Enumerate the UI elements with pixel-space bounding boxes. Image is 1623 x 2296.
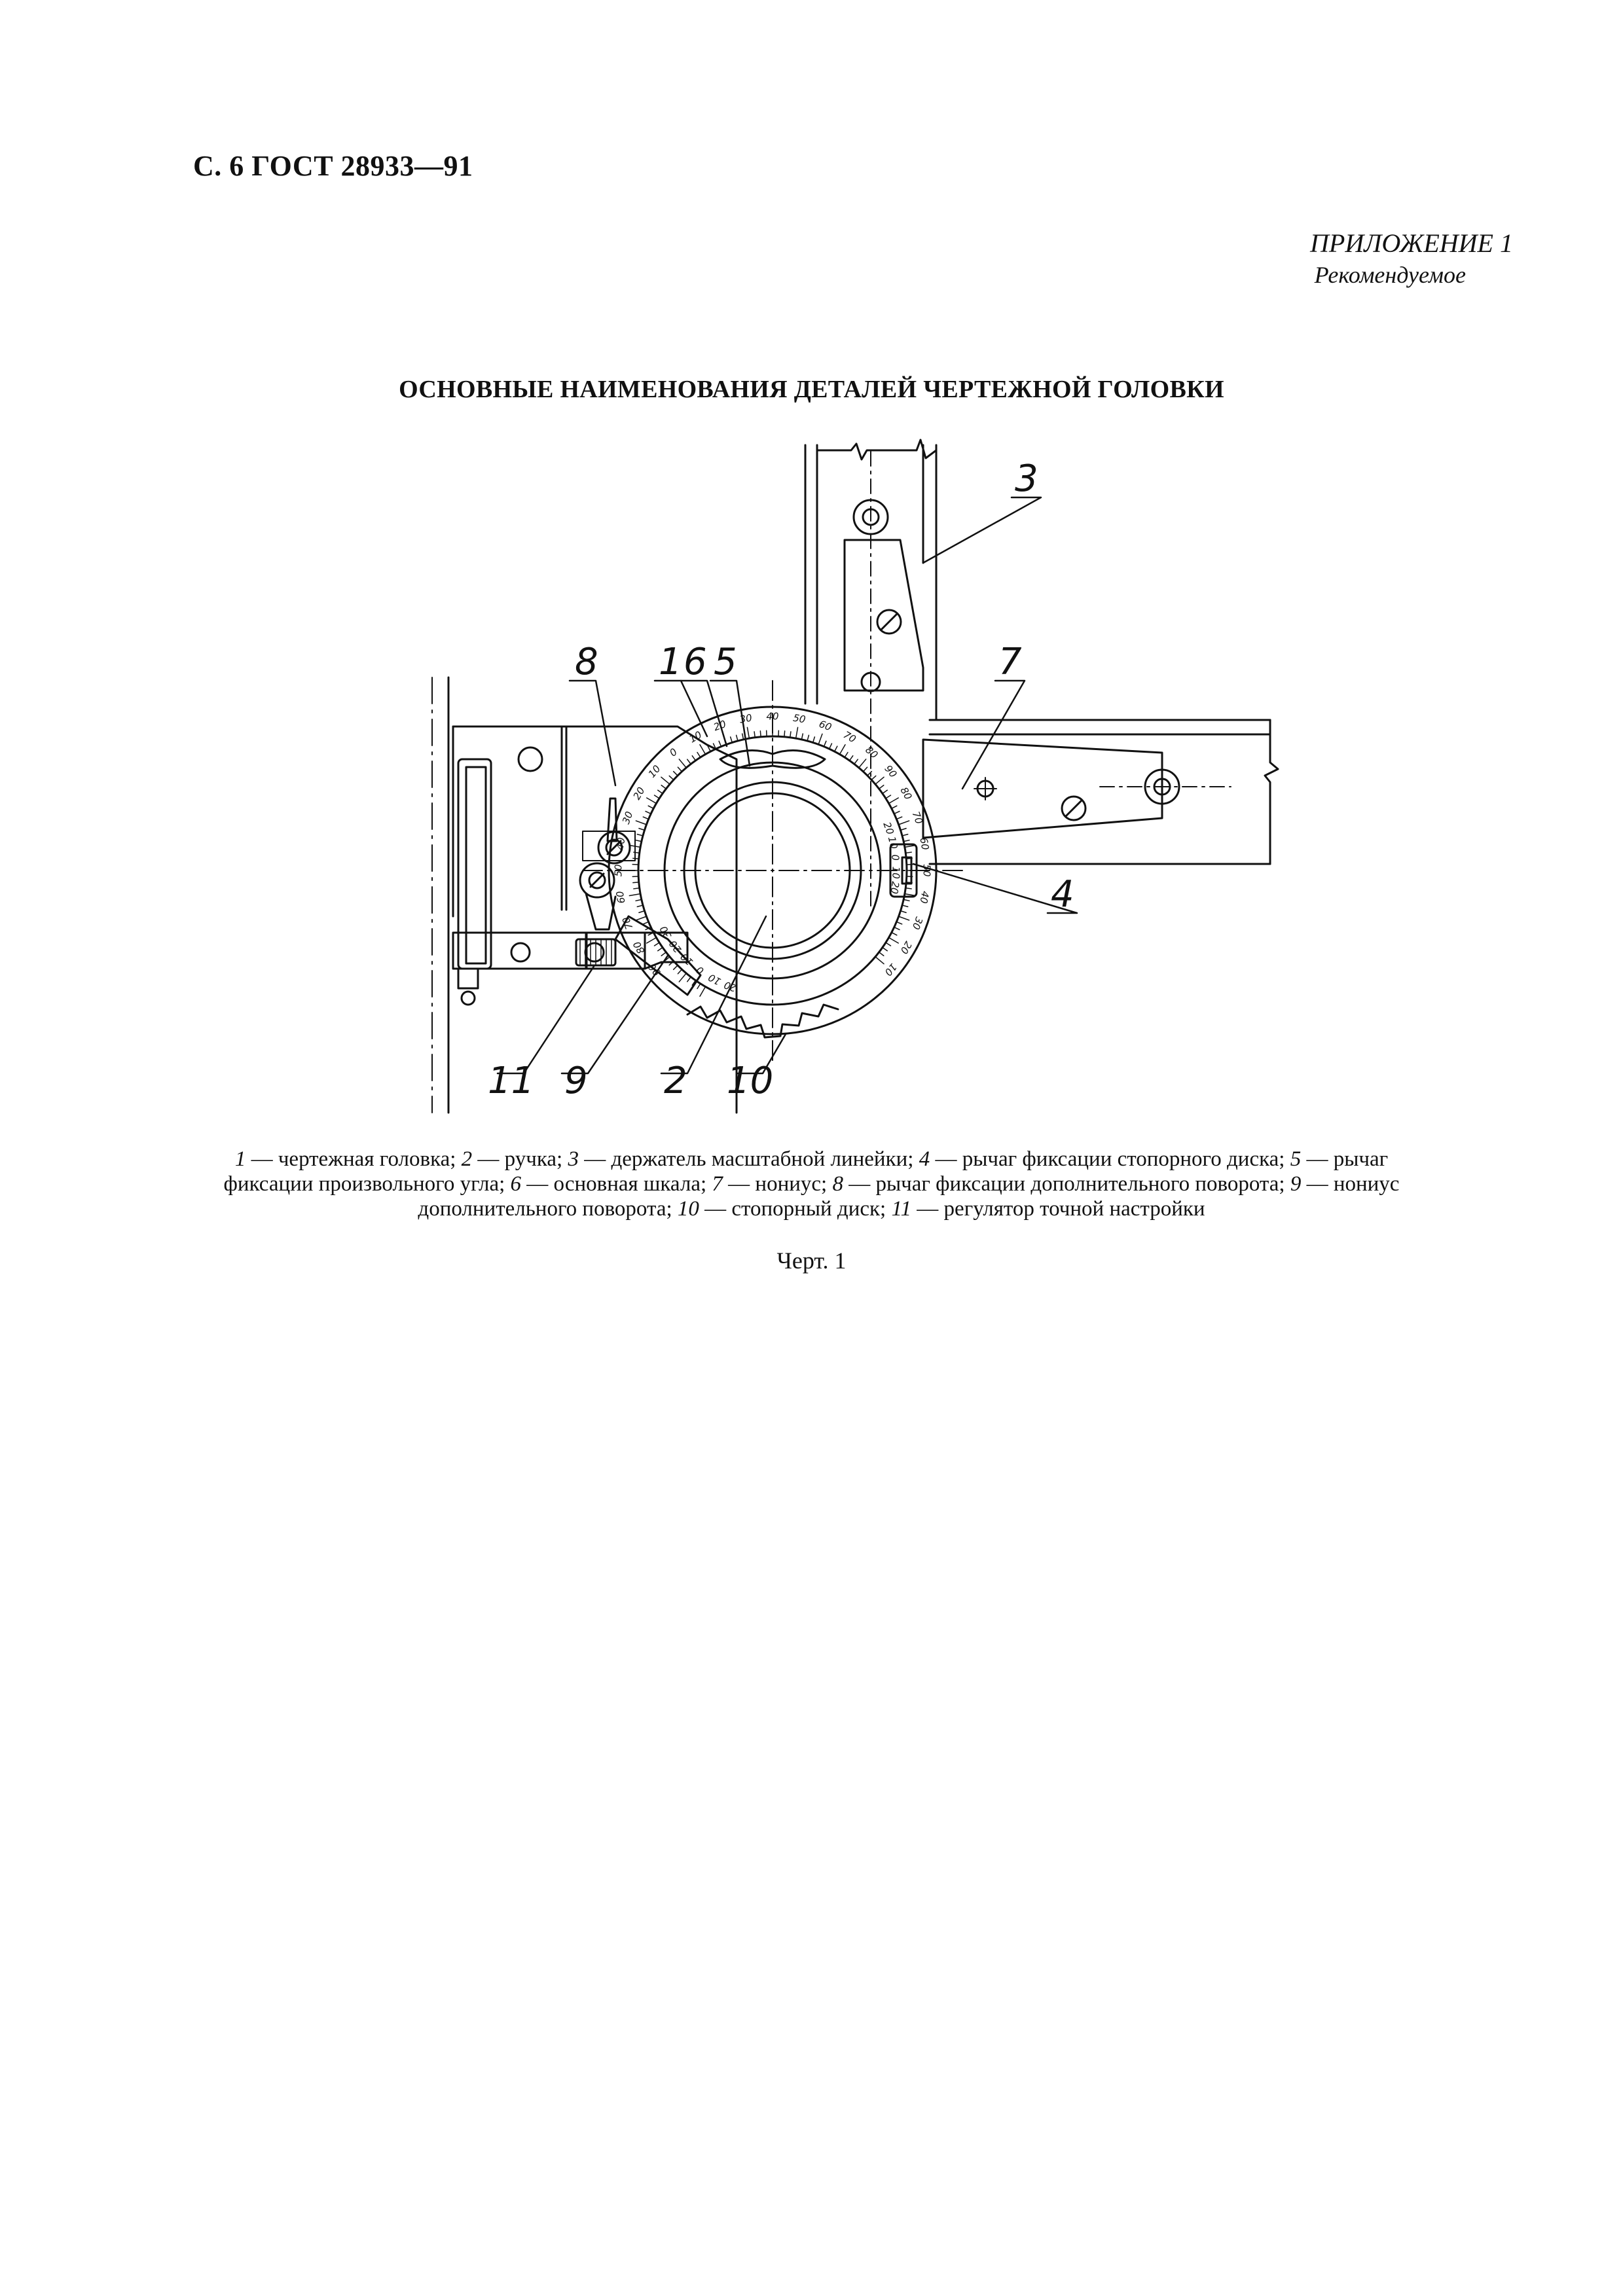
figure-legend xyxy=(196,1147,1427,1221)
scale-tick xyxy=(801,734,803,740)
callout-5: 5 xyxy=(714,641,737,683)
scale-tick xyxy=(824,741,826,746)
legend-number: 8 xyxy=(832,1172,843,1196)
scale-tick xyxy=(636,899,642,901)
main-scale-label: 80 xyxy=(898,785,915,802)
scale-tick xyxy=(903,840,909,842)
aux-vernier-label: 10 xyxy=(706,971,723,988)
scale-tick xyxy=(818,734,822,744)
legend-number: 7 xyxy=(712,1172,723,1196)
legend-number: 4 xyxy=(919,1147,930,1171)
scale-tick xyxy=(896,817,902,819)
scale-tick xyxy=(747,727,749,738)
appendix-block xyxy=(1310,228,1513,291)
legend-item-3 xyxy=(568,1147,919,1171)
scale-tick xyxy=(901,911,907,913)
legend-item-4 xyxy=(919,1147,1290,1171)
legend-number: 5 xyxy=(1290,1147,1302,1171)
scale-tick xyxy=(678,767,682,772)
main-scale-label: 20 xyxy=(630,785,647,802)
scale-tick xyxy=(830,744,832,749)
main-scale-label: 40 xyxy=(613,836,628,852)
legend-number: 6 xyxy=(510,1172,522,1196)
scale-tick xyxy=(637,905,643,906)
scale-tick xyxy=(658,790,663,793)
scale-tick xyxy=(892,806,897,808)
scale-tick xyxy=(633,882,639,883)
callout-6: 6 xyxy=(684,641,707,683)
appendix-title: ПРИЛОЖЕНИЕ 1 xyxy=(1310,228,1513,258)
scale-tick xyxy=(647,938,657,944)
callout-3: 3 xyxy=(1015,457,1038,500)
legend-text: — основная шкала; xyxy=(521,1172,712,1196)
legend-number: 11 xyxy=(891,1197,912,1221)
scale-tick xyxy=(629,894,640,896)
scale-tick xyxy=(637,834,643,836)
main-scale-label: 60 xyxy=(613,889,628,905)
main-scale-label: 10 xyxy=(687,728,704,745)
legend-text: — держатель масштабной линейки; xyxy=(578,1147,919,1171)
page-header: С. 6 ГОСТ 28933—91 xyxy=(193,150,473,182)
aux-vernier-label: 0 xyxy=(694,963,706,977)
main-scale-label: 30 xyxy=(619,810,636,826)
vernier-label: 20 xyxy=(888,880,902,895)
callout-labels xyxy=(488,457,1074,1102)
main-scale-label: 10 xyxy=(882,961,900,978)
scale-tick xyxy=(901,829,907,831)
scale-tick xyxy=(655,942,660,946)
aux-vernier-label: 10 xyxy=(678,950,696,968)
callout-9: 9 xyxy=(564,1060,588,1102)
scale-tick xyxy=(742,734,744,740)
scale-tick xyxy=(679,759,686,768)
main-scale-label: 50 xyxy=(612,864,625,877)
scale-tick xyxy=(636,821,646,825)
scale-tick xyxy=(906,882,912,883)
scale-tick xyxy=(854,759,858,764)
scale-tick xyxy=(840,745,846,755)
legend-number: 1 xyxy=(234,1147,246,1171)
aux-vernier-label: 20 xyxy=(722,978,739,994)
legend-text: — рычаг фиксации дополнительного поворота; xyxy=(843,1172,1290,1196)
scale-tick xyxy=(894,927,900,930)
scale-tick xyxy=(807,735,809,741)
figure-title: ОСНОВНЫЕ НАИМЕНОВАНИЯ ДЕТАЛЕЙ ЧЕРТЕЖНОЙ ГОЛОВКИ xyxy=(399,376,1224,403)
legend-text: — нониус; xyxy=(722,1172,833,1196)
main-scale-label: 30 xyxy=(739,711,754,726)
scale-tick xyxy=(719,741,721,746)
legend-text: — рычаг фиксации стопорного диска; xyxy=(930,1147,1290,1171)
scale-tick xyxy=(692,756,695,761)
scale-tick xyxy=(731,737,733,743)
scale-tick xyxy=(669,776,674,780)
scale-tick xyxy=(859,759,866,768)
callout-4: 4 xyxy=(1051,873,1074,916)
scale-tick xyxy=(643,922,648,924)
legend-item-8 xyxy=(832,1172,1290,1196)
scale-tick xyxy=(902,905,908,906)
scale-tick xyxy=(835,746,837,751)
scale-tick xyxy=(633,858,639,859)
scale-tick xyxy=(697,753,701,758)
drawing-svg xyxy=(419,432,1283,1119)
vertical-arm xyxy=(805,440,936,910)
callout-1: 1 xyxy=(659,641,682,683)
main-scale-label: 80 xyxy=(630,939,647,956)
scale-tick xyxy=(879,785,884,789)
main-scale-label: 80 xyxy=(863,744,881,761)
callout-11: 11 xyxy=(488,1060,535,1102)
scale-tick xyxy=(636,916,646,920)
vernier-label: 10 xyxy=(890,866,902,879)
scale-tick xyxy=(639,829,645,831)
scale-tick xyxy=(850,756,853,761)
main-scale-label: 50 xyxy=(792,711,807,726)
figure-caption: Черт. 1 xyxy=(776,1247,847,1274)
legend-text: — регулятор точной настройки xyxy=(911,1197,1205,1221)
scale-tick xyxy=(643,817,648,819)
callout-7: 7 xyxy=(998,641,1022,683)
scale-tick xyxy=(639,911,645,913)
legend-item-2 xyxy=(462,1147,568,1171)
legend-text: — стопорный диск; xyxy=(699,1197,892,1221)
main-scale-label: 70 xyxy=(841,728,858,745)
main-scale-label: 40 xyxy=(917,889,932,905)
legend-number: 3 xyxy=(568,1147,579,1171)
scale-tick xyxy=(700,987,706,997)
scale-tick xyxy=(905,894,916,896)
scale-tick xyxy=(894,812,900,814)
scale-tick xyxy=(655,795,660,798)
scale-tick xyxy=(875,957,884,964)
callout-8: 8 xyxy=(575,641,598,683)
scale-tick xyxy=(697,984,701,989)
drafting-head-drawing xyxy=(419,432,1283,1119)
scale-tick xyxy=(879,952,884,956)
scale-tick xyxy=(648,806,653,808)
main-scale-label: 10 xyxy=(646,762,663,780)
scale-tick xyxy=(883,790,887,793)
main-scale-label: 50 xyxy=(921,864,933,877)
scale-tick xyxy=(661,952,666,956)
scale-tick xyxy=(905,845,916,847)
main-dial xyxy=(583,681,962,1060)
scale-tick xyxy=(899,821,909,825)
scale-tick xyxy=(784,731,785,737)
scale-tick xyxy=(647,798,657,804)
legend-item-6 xyxy=(511,1172,712,1196)
main-scale-label: 90 xyxy=(882,762,900,780)
main-scale-label: 70 xyxy=(909,810,926,826)
scale-tick xyxy=(674,772,678,776)
main-scale-label: 40 xyxy=(766,710,779,723)
scale-tick xyxy=(875,777,884,784)
legend-text: — нониус дополнительного поворота; xyxy=(418,1172,1400,1221)
scale-tick xyxy=(892,933,897,935)
legend-number: 10 xyxy=(677,1197,699,1221)
vernier-label: 10 xyxy=(885,835,900,850)
appendix-subtitle: Рекомендуемое xyxy=(1314,262,1466,288)
legend-item-11 xyxy=(891,1197,1205,1221)
legend-item-7 xyxy=(712,1172,832,1196)
vernier-label: 0 xyxy=(889,853,902,861)
scale-tick xyxy=(889,938,899,944)
legend-item-1 xyxy=(235,1147,462,1171)
legend-text: — чертежная головка; xyxy=(246,1147,462,1171)
aux-vernier-label: 20 xyxy=(666,937,684,956)
scale-tick xyxy=(674,965,678,969)
scale-tick xyxy=(661,785,666,789)
scale-tick xyxy=(760,731,761,737)
legend-number: 9 xyxy=(1290,1172,1302,1196)
aux-vernier-label: 30 xyxy=(657,924,674,941)
scale-tick xyxy=(813,737,815,743)
scale-tick xyxy=(886,942,891,946)
main-scale-label: 0 xyxy=(667,745,680,759)
scale-tick xyxy=(661,777,670,784)
scale-tick xyxy=(679,973,686,982)
scale-tick xyxy=(883,948,887,951)
scale-tick xyxy=(889,798,899,804)
horizontal-arm xyxy=(923,720,1278,864)
scale-tick xyxy=(646,812,651,814)
legend-item-10 xyxy=(678,1197,892,1221)
scale-tick xyxy=(687,759,691,764)
scale-tick xyxy=(658,948,663,951)
main-scale-label: 20 xyxy=(898,939,915,956)
scale-tick xyxy=(902,834,908,836)
vernier-label: 20 xyxy=(881,820,896,836)
scale-tick xyxy=(886,795,891,798)
leader-lines xyxy=(498,497,1077,1073)
scale-tick xyxy=(796,727,798,738)
legend-number: 2 xyxy=(461,1147,473,1171)
scale-tick xyxy=(636,840,642,842)
main-scale-label: 60 xyxy=(817,717,833,734)
scale-tick xyxy=(687,977,691,982)
main-scale-label: 30 xyxy=(909,915,926,931)
scale-tick xyxy=(896,922,902,924)
callout-10: 10 xyxy=(727,1060,774,1102)
scale-tick xyxy=(863,767,867,772)
legend-text: — рычаг фиксации произвольного угла; xyxy=(223,1147,1389,1196)
scale-tick xyxy=(899,916,909,920)
main-scale-label: 70 xyxy=(619,915,636,931)
scale-tick xyxy=(871,776,876,780)
scale-tick xyxy=(678,969,682,974)
scale-tick xyxy=(845,753,848,758)
main-scale-label: 20 xyxy=(712,717,728,734)
main-scale-label: 60 xyxy=(917,836,932,852)
callout-2: 2 xyxy=(664,1060,687,1102)
scale-tick xyxy=(906,858,912,859)
scale-tick xyxy=(737,735,738,741)
main-scale-label: 90 xyxy=(646,961,663,978)
scale-tick xyxy=(903,899,909,901)
legend-text: — ручка; xyxy=(472,1147,568,1171)
scale-tick xyxy=(700,745,706,755)
